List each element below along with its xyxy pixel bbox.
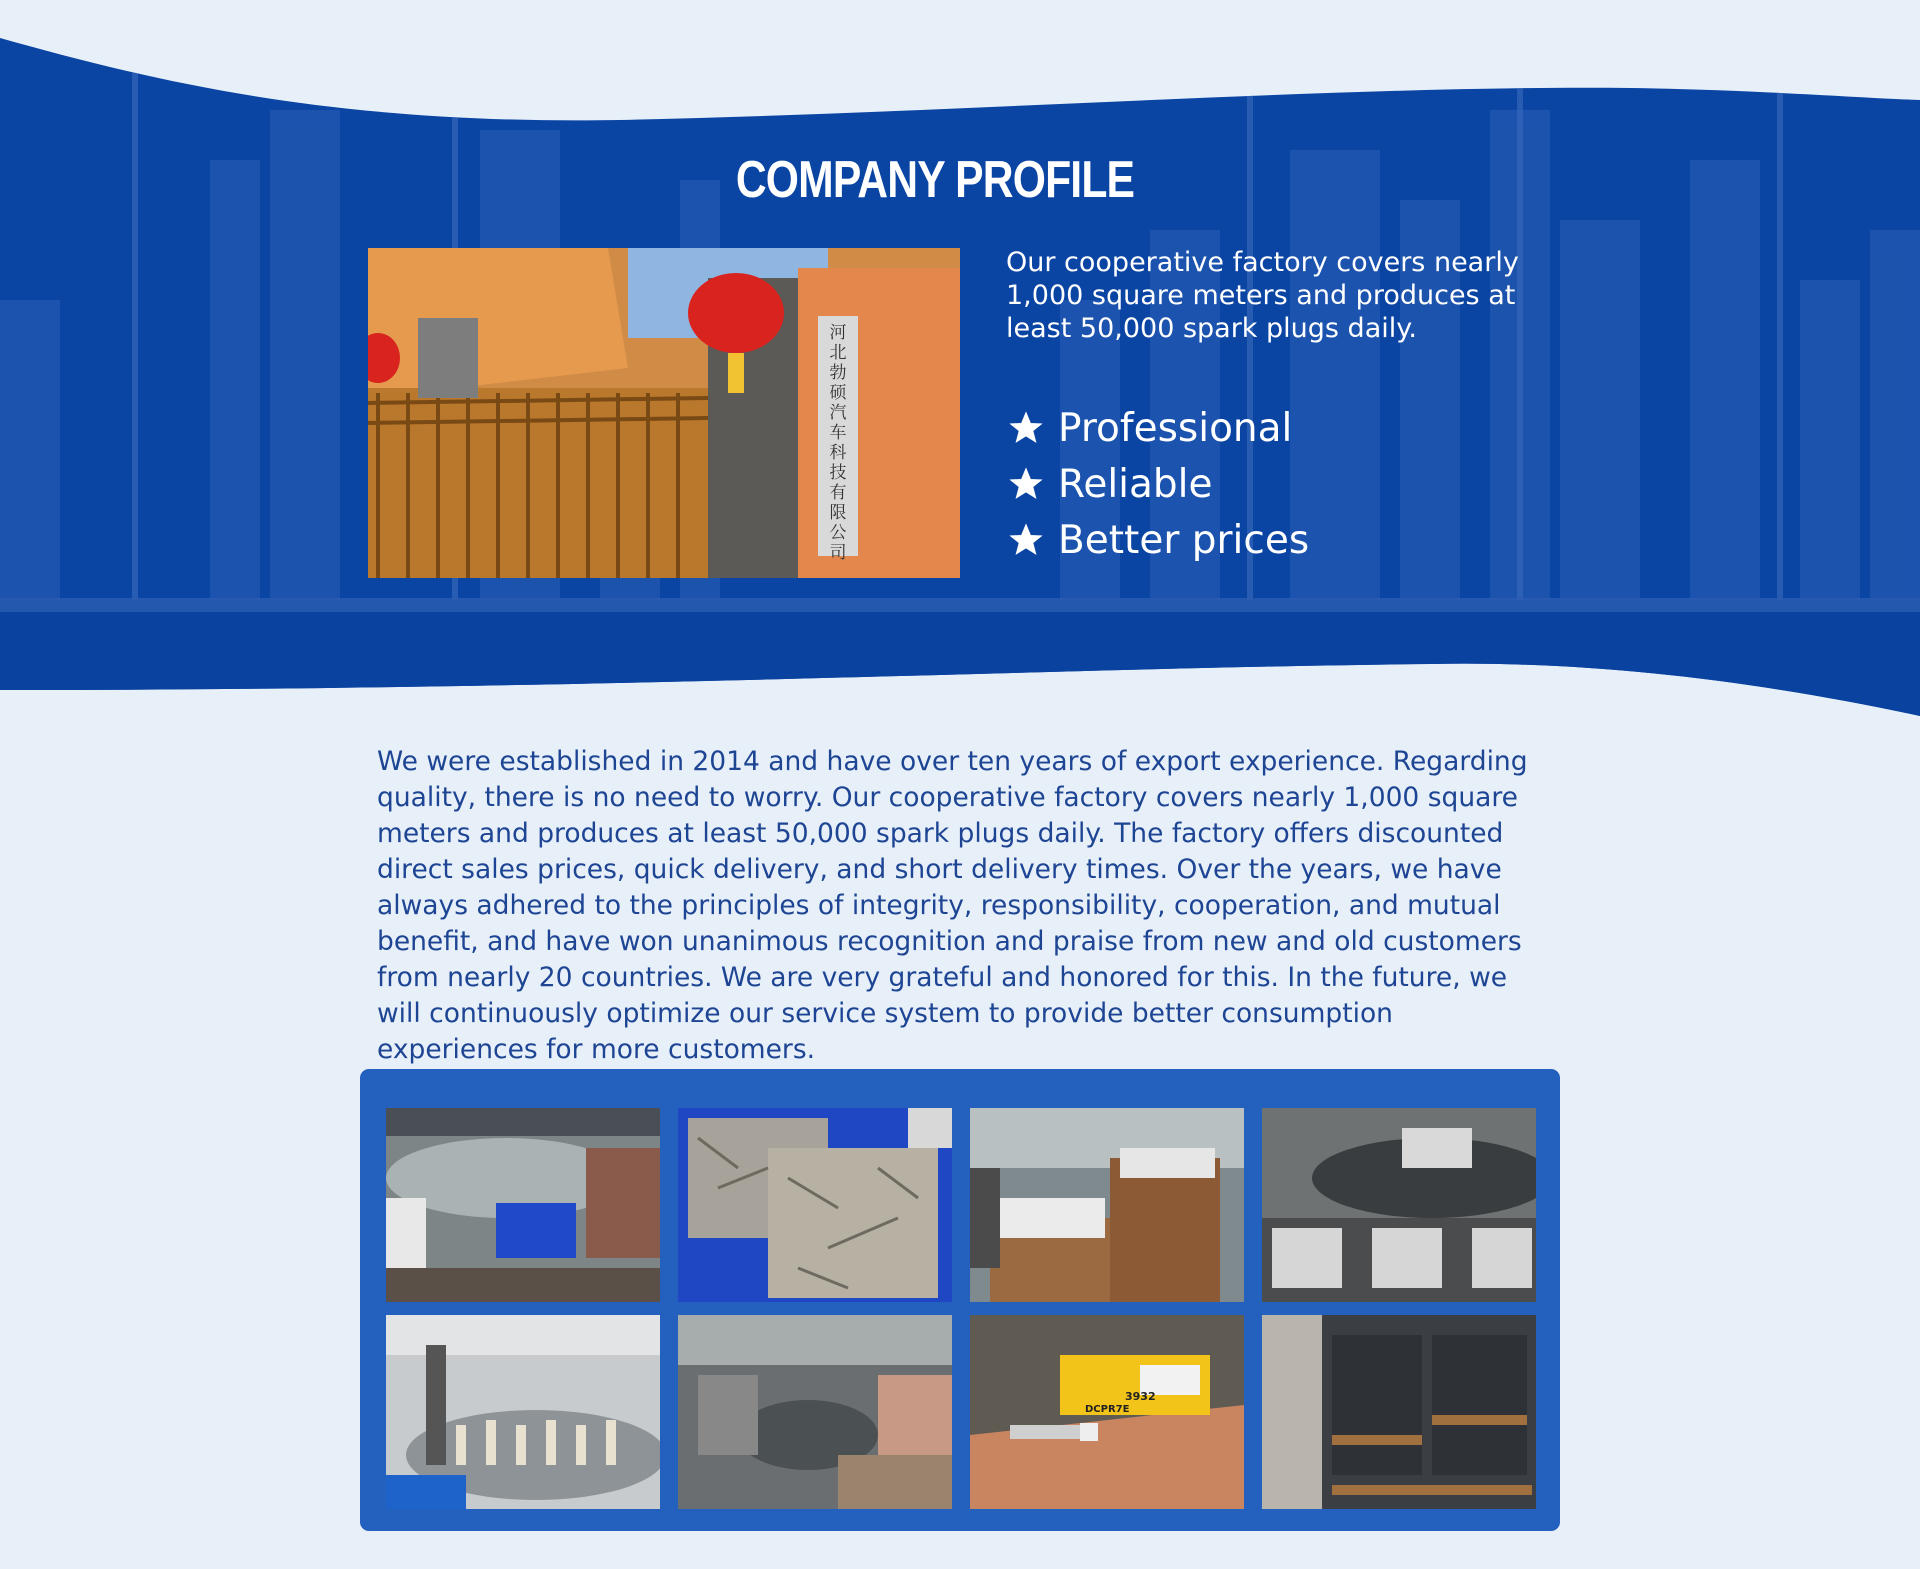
feature-label: Reliable	[1058, 461, 1213, 507]
gallery-photo-assembly-table	[386, 1108, 660, 1302]
feature-item	[1006, 456, 1309, 512]
box-model: DCPR7E	[1085, 1404, 1130, 1415]
about-paragraph: We were established in 2014 and have over ten years of export experience. Regarding quality, there is no need to worry. Our cooperative factory covers nearly 1,000 square meters and produces at least 50,000 spark plugs daily. The factory offers discounted direct sales prices, quick delivery, and short delivery times. Over the years, we have always adhered to the principles of integrity, responsibility, cooperation, and mutual benefit, and have won unanimous recognition and praise from new and old customers from nearly 20 countries. We are very grateful and honored for this. In the future, we will continuously optimize our service system to provide better consumption experiences for more customers.	[377, 746, 1528, 1065]
profile-summary: Our cooperative factory covers nearly 1,000 square meters and produces at least 50,000 spark plugs daily.	[1006, 247, 1519, 344]
company-profile-banner	[0, 0, 1920, 720]
star-icon	[1006, 520, 1046, 560]
feature-item	[1006, 400, 1309, 456]
gallery-photo-spark-plug-box	[970, 1315, 1244, 1509]
star-icon	[1006, 408, 1046, 448]
gallery-photo-rotary-machine	[1262, 1108, 1536, 1302]
feature-item	[1006, 512, 1309, 568]
gallery-photo-packed-boxes	[970, 1108, 1244, 1302]
gallery-photo-pallets-in-container	[1262, 1315, 1536, 1509]
factory-photo-gallery	[360, 1069, 1560, 1531]
feature-list	[1006, 400, 1309, 568]
star-icon	[1006, 464, 1046, 504]
feature-label: Professional	[1058, 405, 1293, 451]
box-number: 3932	[1125, 1390, 1156, 1403]
feature-label: Better prices	[1058, 517, 1310, 563]
gallery-photo-workshop	[678, 1315, 952, 1509]
banner-background	[0, 0, 1920, 720]
gallery-photo-insulator-line	[386, 1315, 660, 1509]
gallery-photo-plug-crates	[678, 1108, 952, 1302]
gate-sign-text: 河北勃硕汽车科技有限公司	[829, 323, 847, 563]
factory-gate-photo	[368, 248, 960, 578]
page-title: COMPANY PROFILE	[735, 151, 1135, 209]
